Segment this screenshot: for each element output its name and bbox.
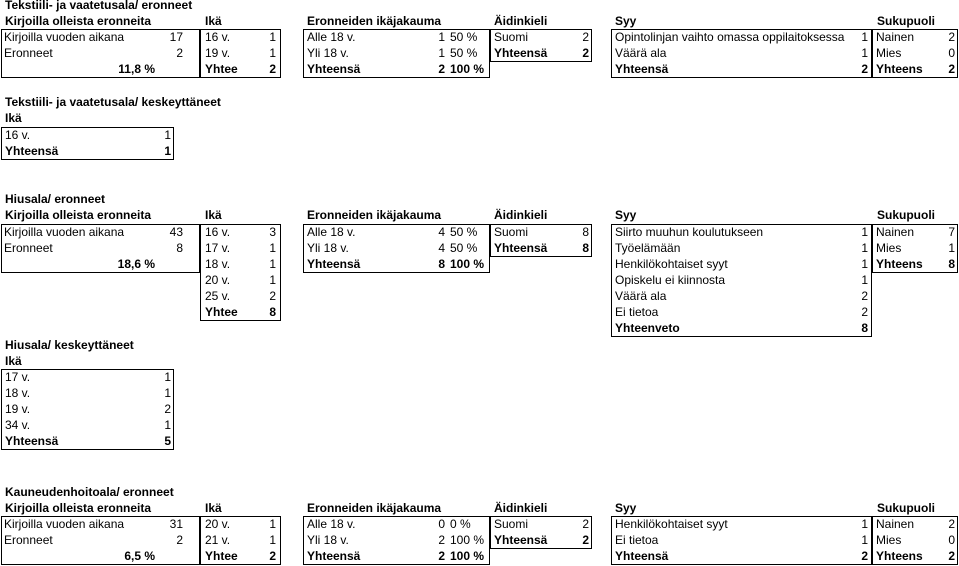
syy-row-value: 2 <box>861 62 868 76</box>
kirjoilla-value: 17 <box>169 30 183 44</box>
header-syy: Syy <box>615 14 637 28</box>
header-ika: Ikä <box>205 501 222 515</box>
ika-row-label: 16 v. <box>205 225 231 239</box>
eronneet-value: 2 <box>176 46 183 60</box>
sukupuoli-row-value: 2 <box>948 30 955 44</box>
ika-row-value: 1 <box>269 257 276 271</box>
ika-row-value: 1 <box>164 370 171 384</box>
jakauma-row-percent: 50 % <box>450 30 478 44</box>
ika-row-label: Yhtee <box>205 549 238 563</box>
aidinkieli-row-label: Suomi <box>494 30 529 44</box>
kirjoilla-label: Kirjoilla vuoden aikana <box>4 30 125 44</box>
ika-row-value: 1 <box>164 128 171 142</box>
syy-row-value: 1 <box>861 225 868 239</box>
kirjoilla-value: 43 <box>169 225 183 239</box>
eronneet-percent: 6,5 % <box>124 549 155 563</box>
header-jakauma: Eronneiden ikäjakauma <box>307 14 442 28</box>
sukupuoli-row-value: 1 <box>948 241 955 255</box>
sukupuoli-row-label: Mies <box>876 241 902 255</box>
syy-row-value: 1 <box>861 30 868 44</box>
sukupuoli-row-value: 0 <box>948 533 955 547</box>
syy-row-label: Ei tietoa <box>615 305 659 319</box>
jakauma-row-count: 2 <box>438 62 445 76</box>
sukupuoli-row-label: Nainen <box>876 30 915 44</box>
sukupuoli-row-value: 2 <box>948 517 955 531</box>
ika-row-label: Yhteensä <box>5 144 59 158</box>
sukupuoli-row-value: 2 <box>948 62 955 76</box>
eronneet-percent: 11,8 % <box>118 62 155 76</box>
ika-row-label: 16 v. <box>205 30 231 44</box>
jakauma-row-count: 1 <box>438 30 445 44</box>
jakauma-row-percent: 100 % <box>450 549 485 563</box>
ika-row-value: 5 <box>164 434 171 448</box>
sukupuoli-row-label: Yhteens <box>876 549 923 563</box>
aidinkieli-row-label: Yhteensä <box>494 241 548 255</box>
sukupuoli-row-value: 0 <box>948 46 955 60</box>
ika-row-label: 34 v. <box>5 418 31 432</box>
aidinkieli-row-value: 8 <box>582 241 589 255</box>
ika-row-value: 1 <box>164 144 171 158</box>
syy-row-value: 1 <box>861 533 868 547</box>
ika-row-value: 2 <box>269 549 276 563</box>
aidinkieli-row-value: 2 <box>582 533 589 547</box>
jakauma-row-percent: 50 % <box>450 46 478 60</box>
syy-row-label: Siirto muuhun koulutukseen <box>615 225 764 239</box>
ika-row-value: 1 <box>269 533 276 547</box>
ika-row-label: 19 v. <box>5 402 31 416</box>
ika-row-label: Yhtee <box>205 305 238 319</box>
section-title: Tekstiili- ja vaatetusala/ eronneet <box>5 0 193 12</box>
aidinkieli-row-value: 2 <box>582 517 589 531</box>
header-ika: Ikä <box>205 14 222 28</box>
syy-row-value: 8 <box>861 321 868 335</box>
ika-row-label: 17 v. <box>5 370 31 384</box>
sukupuoli-row-value: 8 <box>948 257 955 271</box>
jakauma-row-count: 4 <box>438 241 445 255</box>
jakauma-row-label: Yli 18 v. <box>307 241 349 255</box>
header-ika: Ikä <box>5 111 22 125</box>
ika-row-value: 2 <box>269 62 276 76</box>
syy-row-value: 1 <box>861 46 868 60</box>
section-title: Kauneudenhoitoala/ eronneet <box>5 485 174 499</box>
ika-row-label: 20 v. <box>205 517 231 531</box>
kirjoilla-value: 31 <box>169 517 183 531</box>
aidinkieli-row-label: Suomi <box>494 517 529 531</box>
header-kirjoilla: Kirjoilla olleista eronneita <box>5 14 152 28</box>
eronneet-value: 2 <box>176 533 183 547</box>
ika-row-value: 1 <box>269 30 276 44</box>
jakauma-row-count: 2 <box>438 549 445 563</box>
jakauma-row-percent: 0 % <box>450 517 471 531</box>
aidinkieli-row-label: Yhteensä <box>494 533 548 547</box>
eronneet-label: Eronneet <box>4 46 53 60</box>
header-sukupuoli: Sukupuoli <box>877 208 935 222</box>
aidinkieli-row-label: Yhteensä <box>494 46 548 60</box>
ika-row-label: 18 v. <box>5 386 31 400</box>
sukupuoli-row-value: 7 <box>948 225 955 239</box>
ika-row-value: 2 <box>164 402 171 416</box>
syy-row-label: Yhteenveto <box>615 321 680 335</box>
syy-row-label: Työelämään <box>615 241 681 255</box>
ika-row-label: 19 v. <box>205 46 231 60</box>
sukupuoli-row-label: Mies <box>876 46 902 60</box>
header-jakauma: Eronneiden ikäjakauma <box>307 501 442 515</box>
jakauma-row-count: 8 <box>438 257 445 271</box>
header-sukupuoli: Sukupuoli <box>877 501 935 515</box>
aidinkieli-row-value: 8 <box>582 225 589 239</box>
jakauma-row-label: Yhteensä <box>307 549 361 563</box>
header-kirjoilla: Kirjoilla olleista eronneita <box>5 501 152 515</box>
header-ika: Ikä <box>5 354 22 368</box>
kirjoilla-label: Kirjoilla vuoden aikana <box>4 517 125 531</box>
jakauma-row-count: 4 <box>438 225 445 239</box>
header-sukupuoli: Sukupuoli <box>877 14 935 28</box>
syy-row-value: 2 <box>861 289 868 303</box>
ika-row-label: 25 v. <box>205 289 231 303</box>
syy-row-label: Opiskelu ei kiinnosta <box>615 273 726 287</box>
syy-row-value: 1 <box>861 273 868 287</box>
eronneet-value: 8 <box>176 241 183 255</box>
jakauma-row-label: Alle 18 v. <box>307 225 356 239</box>
header-aidinkieli: Äidinkieli <box>494 501 548 515</box>
jakauma-row-label: Yhteensä <box>307 257 361 271</box>
sukupuoli-row-label: Nainen <box>876 225 915 239</box>
syy-row-label: Yhteensä <box>615 62 669 76</box>
ika-row-label: 20 v. <box>205 273 231 287</box>
jakauma-row-percent: 50 % <box>450 241 478 255</box>
ika-row-value: 3 <box>269 225 276 239</box>
ika-row-value: 1 <box>269 46 276 60</box>
jakauma-row-label: Yhteensä <box>307 62 361 76</box>
jakauma-row-percent: 50 % <box>450 225 478 239</box>
ika-row-value: 1 <box>164 418 171 432</box>
sukupuoli-row-label: Nainen <box>876 517 915 531</box>
ika-row-label: 18 v. <box>205 257 231 271</box>
syy-row-label: Väärä ala <box>615 289 667 303</box>
syy-row-label: Yhteensä <box>615 549 669 563</box>
sukupuoli-row-value: 2 <box>948 549 955 563</box>
syy-row-value: 1 <box>861 517 868 531</box>
jakauma-row-label: Alle 18 v. <box>307 30 356 44</box>
ika-row-label: 16 v. <box>5 128 31 142</box>
syy-row-value: 2 <box>861 305 868 319</box>
sukupuoli-row-label: Yhteens <box>876 62 923 76</box>
ika-row-label: Yhtee <box>205 62 238 76</box>
aidinkieli-row-value: 2 <box>582 30 589 44</box>
eronneet-label: Eronneet <box>4 241 53 255</box>
syy-row-value: 1 <box>861 241 868 255</box>
eronneet-percent: 18,6 % <box>117 257 155 271</box>
eronneet-label: Eronneet <box>4 533 53 547</box>
ika-row-label: 21 v. <box>205 533 231 547</box>
aidinkieli-row-label: Suomi <box>494 225 529 239</box>
jakauma-row-percent: 100 % <box>450 62 485 76</box>
header-kirjoilla: Kirjoilla olleista eronneita <box>5 208 152 222</box>
syy-row-label: Opintolinjan vaihto omassa oppilaitoksessa <box>615 30 845 44</box>
sukupuoli-row-label: Mies <box>876 533 902 547</box>
ika-row-label: Yhteensä <box>5 434 59 448</box>
ika-row-value: 1 <box>269 273 276 287</box>
header-aidinkieli: Äidinkieli <box>494 14 548 28</box>
ika-row-value: 1 <box>164 386 171 400</box>
syy-row-label: Henkilökohtaiset syyt <box>615 517 728 531</box>
jakauma-row-label: Yli 18 v. <box>307 533 349 547</box>
ika-row-label: 17 v. <box>205 241 231 255</box>
aidinkieli-row-value: 2 <box>582 46 589 60</box>
ika-row-value: 2 <box>269 289 276 303</box>
syy-row-value: 1 <box>861 257 868 271</box>
jakauma-row-percent: 100 % <box>450 257 485 271</box>
jakauma-row-label: Alle 18 v. <box>307 517 356 531</box>
header-ika: Ikä <box>205 208 222 222</box>
header-jakauma: Eronneiden ikäjakauma <box>307 208 442 222</box>
header-syy: Syy <box>615 208 637 222</box>
sukupuoli-row-label: Yhteens <box>876 257 923 271</box>
jakauma-row-count: 0 <box>438 517 445 531</box>
syy-row-label: Henkilökohtaiset syyt <box>615 257 728 271</box>
jakauma-row-label: Yli 18 v. <box>307 46 349 60</box>
ika-row-value: 1 <box>269 241 276 255</box>
ika-row-value: 1 <box>269 517 276 531</box>
section-title: Hiusala/ keskeyttäneet <box>5 338 134 352</box>
section-title: Hiusala/ eronneet <box>5 192 106 206</box>
jakauma-row-count: 2 <box>438 533 445 547</box>
syy-row-label: Ei tietoa <box>615 533 659 547</box>
header-syy: Syy <box>615 501 637 515</box>
syy-row-value: 2 <box>861 549 868 563</box>
ika-row-value: 8 <box>269 305 276 319</box>
section-title: Tekstiili- ja vaatetusala/ keskeyttäneet <box>5 95 221 109</box>
syy-row-label: Väärä ala <box>615 46 667 60</box>
header-aidinkieli: Äidinkieli <box>494 208 548 222</box>
jakauma-row-count: 1 <box>438 46 445 60</box>
kirjoilla-label: Kirjoilla vuoden aikana <box>4 225 125 239</box>
jakauma-row-percent: 100 % <box>450 533 485 547</box>
